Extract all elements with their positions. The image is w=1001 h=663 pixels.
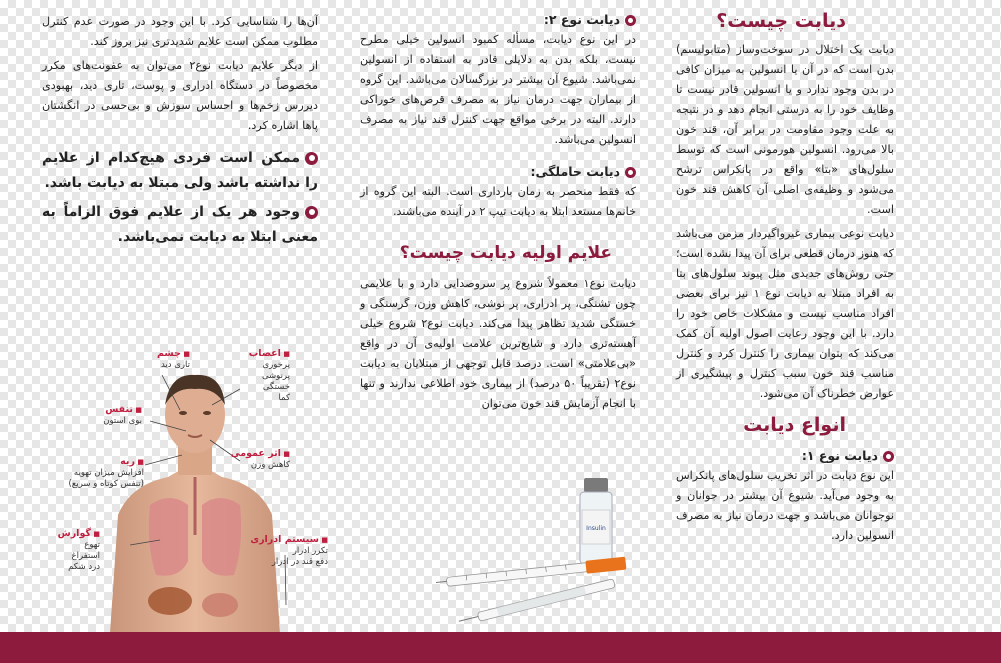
type1-title: دیابت نوع ۱:	[801, 448, 878, 463]
label-urinary	[236, 534, 328, 568]
type1-heading	[676, 446, 894, 466]
bullet-icon	[305, 152, 318, 165]
note-1-text: ممکن است فردی هیچ‌کدام از علایم را نداشته باشد ولی مبتلا به دیابت باشد.	[42, 150, 318, 191]
type1-text: این نوع دیابت در اثر تخریب سلول‌های پانکراس به وجود می‌آید. شیوع آن بیشتر در جوانان و نوجوانان می‌باشد و جهت درمان نیاز به مصرف انسولین دارد.	[676, 469, 894, 542]
digest-item: تهوع	[84, 540, 100, 550]
intro-paragraph: دیابت یک اختلال در سوخت‌وساز (متابولیسم) بدن است که در آن یا انسولین به میزان کافی در بدن وجود ندارد و یا انسولین قادر نیست تا وظایف خود را به درستی انجام دهد و در نتیجه به علت وجود مقاومت در برابر آن، قند خون بالا می‌رود. انسولین هورمونی است که توسط سلول‌های «بتا» واقع در پانکراس ترشح می‌شود و وظیفه‌ی اصلی آن کاهش قند خون است.	[676, 43, 894, 216]
lung-item: (تنفس کوتاه و سریع)	[68, 479, 144, 489]
breath-title: ■ تنفس	[80, 404, 142, 416]
right-column	[676, 8, 894, 550]
breath-item: بوی استون	[103, 416, 142, 426]
nerve-title: ■ اعصاب	[230, 348, 290, 360]
gestational-title: دیابت حاملگی:	[530, 164, 620, 179]
lung-item: افزایش میزان تهویه	[73, 468, 144, 478]
eye-title: ■ چشم	[130, 348, 190, 360]
label-nerves	[230, 348, 290, 404]
bottom-bar	[0, 632, 1001, 663]
note-1	[42, 146, 318, 196]
urinary-item: تکرر ادرار	[292, 546, 328, 556]
general-title: ■ اثر عمومی	[230, 448, 290, 460]
bullet-icon	[625, 15, 636, 26]
digest-item: درد شکم	[68, 562, 100, 572]
label-digest	[40, 528, 100, 573]
left-column	[42, 12, 318, 254]
label-breath	[80, 404, 142, 427]
middle-column	[360, 10, 636, 418]
label-general	[230, 448, 290, 471]
chronic-paragraph: دیابت نوعی بیماری غیرواگیردار مزمن می‌باشد که هنوز درمان قطعی برای آن پیدا نشده است؛ حتی روش‌های جدیدی مثل پیوند سلول‌های بتا به افراد مبتلا به دیابت نوع ۱ نیز برای بعضی افراد مناسب نیست و مشکلات خاص خود را دارد. با این وجود رعایت اصول اولیه آن کمک می‌کند که بتوان بیماری را کنترل کرد و کنترل مناسب قند خون سبب کنترل و پیشگیری از عوارض خطرناک آن می‌شود.	[676, 227, 894, 400]
label-eye	[130, 348, 190, 371]
note-2	[42, 200, 318, 250]
digest-item: استفراغ	[71, 551, 100, 561]
symptoms-text: دیابت نوع۱ معمولاً شروع پر سروصدایی دارد و با علایمی چون تشنگی، پر ادراری، پر نوشی، کاهش وزن، گرسنگی و خستگی شدید تظاهر پیدا می‌کند. دیابت نوع۲ شروع خیلی آهسته‌تری دارد و شایع‌ترین علامت اولیه‌ی آن در واقع «بی‌علامتی» است. درصد قابل توجهی از مبتلایان به دیابت نوع۲ (تقریباً ۵۰ درصد) از بیماری خود اطلاعی ندارند و تنها با انجام آزمایش قند خون می‌توان	[360, 277, 636, 410]
type2-heading	[360, 10, 636, 30]
type2-text: در این نوع دیابت، مسأله کمبود انسولین خیلی مطرح نیست، بلکه بدن به دلایلی قادر به استفاده از انسولین نمی‌باشد. شیوع آن بیشتر در بزرگسالان می‌باشد. این گروه از بیماران جهت درمان نیاز به مصرف قرص‌های خوراکی دارند. البته در برخی مواقع جهت کنترل قند نیاز به مصرف انسولین می‌باشد.	[360, 33, 636, 146]
bullet-icon	[625, 167, 636, 178]
what-is-diabetes-title: دیابت چیست؟	[716, 10, 846, 32]
note-2-text: وجود هر یک از علایم فوق الزاماً به معنی ابتلا به دیابت نمی‌باشد.	[42, 204, 318, 245]
bullet-icon	[305, 206, 318, 219]
insulin-syringes-illustration	[436, 470, 636, 630]
nerve-item: خستگی	[262, 382, 290, 392]
gestational-heading	[360, 162, 636, 182]
eye-item: تاری دید	[160, 360, 190, 370]
nerve-item: پرنوشی	[261, 371, 290, 381]
vial-label: Insulin	[586, 525, 606, 532]
nerve-item: پرخوری	[262, 360, 290, 370]
digest-title: ■ گوارش	[40, 528, 100, 540]
left-paragraph-1: آن‌ها را شناسایی کرد. با این وجود در صورت عدم کنترل مطلوب ممکن است علایم شدیدتری نیز بروز کند.	[42, 15, 318, 48]
left-paragraph-2: از دیگر علایم دیابت نوع۲ می‌توان به عفونت‌های مکرر مخصوصاً در دستگاه ادراری و پوست، تاری دید، بهبودی دیررس زخم‌ها و احساس سوزش و بی‌حسی در انگشتان پاها اشاره کرد.	[42, 59, 318, 132]
nerve-item: کما	[278, 393, 290, 403]
urinary-title: ■ سیستم ادراری	[236, 534, 328, 546]
bullet-icon	[883, 451, 894, 462]
label-lung	[28, 456, 144, 490]
general-item: کاهش وزن	[250, 460, 290, 470]
urinary-item: دفع قند در ادرار	[271, 557, 328, 567]
symptoms-title: علایم اولیه دیابت چیست؟	[399, 243, 612, 263]
type2-title: دیابت نوع ۲:	[543, 12, 620, 27]
gestational-text: که فقط منحصر به زمان بارداری است. البته این گروه از خانم‌ها مستعد ابتلا به دیابت تیپ ۲ در آینده می‌باشند.	[360, 185, 636, 218]
lung-title: ■ ریه	[28, 456, 144, 468]
types-title: انواع دیابت	[743, 414, 846, 436]
